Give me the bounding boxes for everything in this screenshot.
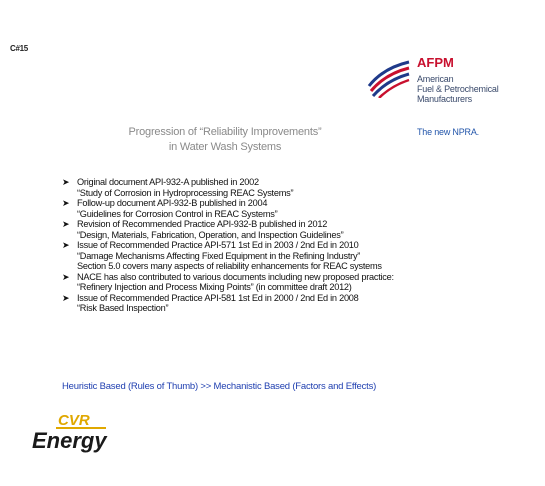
slide-title <box>100 125 350 155</box>
bullet-line: “Study of Corrosion in Hydroprocessing REAC Systems” <box>77 187 294 198</box>
bullet-line: “Refinery Injection and Process Mixing Points” (in committee draft 2012) <box>77 282 352 292</box>
bullet-arrow-icon: ➤ <box>62 198 70 208</box>
slide-title-line-1: Progression of “Reliability Improvements” <box>128 126 322 138</box>
afpm-swoosh-icon <box>365 58 411 98</box>
slide-title-line-2: in Water Wash Systems <box>168 141 282 153</box>
bullet-line: Issue of Recommended Practice API-571 1st Ed in 2003 / 2nd Ed in 2010 <box>77 240 359 250</box>
bullet-line: Follow-up document API-932-B published in 2004 <box>77 198 268 208</box>
bullet-item <box>62 219 532 240</box>
cvr-logo-top-text: CVR <box>58 412 90 429</box>
bullet-arrow-icon: ➤ <box>62 219 70 229</box>
bullet-item <box>62 272 532 293</box>
bullet-line: “Damage Mechanisms Affecting Fixed Equipment in the Refining Industry” <box>77 250 361 261</box>
bullet-line: Original document API-932-A published in 2002 <box>77 177 259 187</box>
afpm-subtitle <box>417 74 499 104</box>
slide-id: C#15 <box>10 44 28 53</box>
afpm-logo <box>365 50 540 145</box>
bullet-item <box>62 198 532 219</box>
bullet-item <box>62 293 532 314</box>
afpm-tagline: The new NPRA. <box>417 127 479 137</box>
afpm-name: AFPM <box>417 55 454 70</box>
bullet-line: “Guidelines for Corrosion Control in REAC Systems” <box>77 208 278 219</box>
bullet-line: NACE has also contributed to various documents including new proposed practice: <box>77 271 394 282</box>
bullet-arrow-icon: ➤ <box>62 240 70 250</box>
bullet-line: Issue of Recommended Practice API-581 1st Ed in 2000 / 2nd Ed in 2008 <box>77 292 359 303</box>
bullet-arrow-icon: ➤ <box>62 292 70 303</box>
bullet-line: Revision of Recommended Practice API-932-B published in 2012 <box>77 219 328 229</box>
bullet-line: “Design, Materials, Fabrication, Operation, and Inspection Guidelines” <box>77 229 344 240</box>
afpm-sub-line: Manufacturers <box>417 94 472 104</box>
afpm-sub-line: Fuel & Petrochemical <box>417 84 499 94</box>
bullet-arrow-icon: ➤ <box>62 271 70 282</box>
bullet-arrow-icon: ➤ <box>62 177 70 187</box>
bullet-line: “Risk Based Inspection” <box>77 303 169 313</box>
afpm-sub-line: American <box>417 74 454 84</box>
bullet-line: Section 5.0 covers many aspects of reliability enhancements for REAC systems <box>77 261 382 271</box>
bullet-item <box>62 177 532 198</box>
bullet-item <box>62 240 532 272</box>
bullet-list <box>62 177 532 314</box>
heuristic-to-mechanistic-note: Heuristic Based (Rules of Thumb) >> Mechanistic Based (Factors and Effects) <box>62 381 377 392</box>
cvr-energy-logo <box>28 408 138 456</box>
cvr-logo-bottom-text: Energy <box>32 428 107 453</box>
